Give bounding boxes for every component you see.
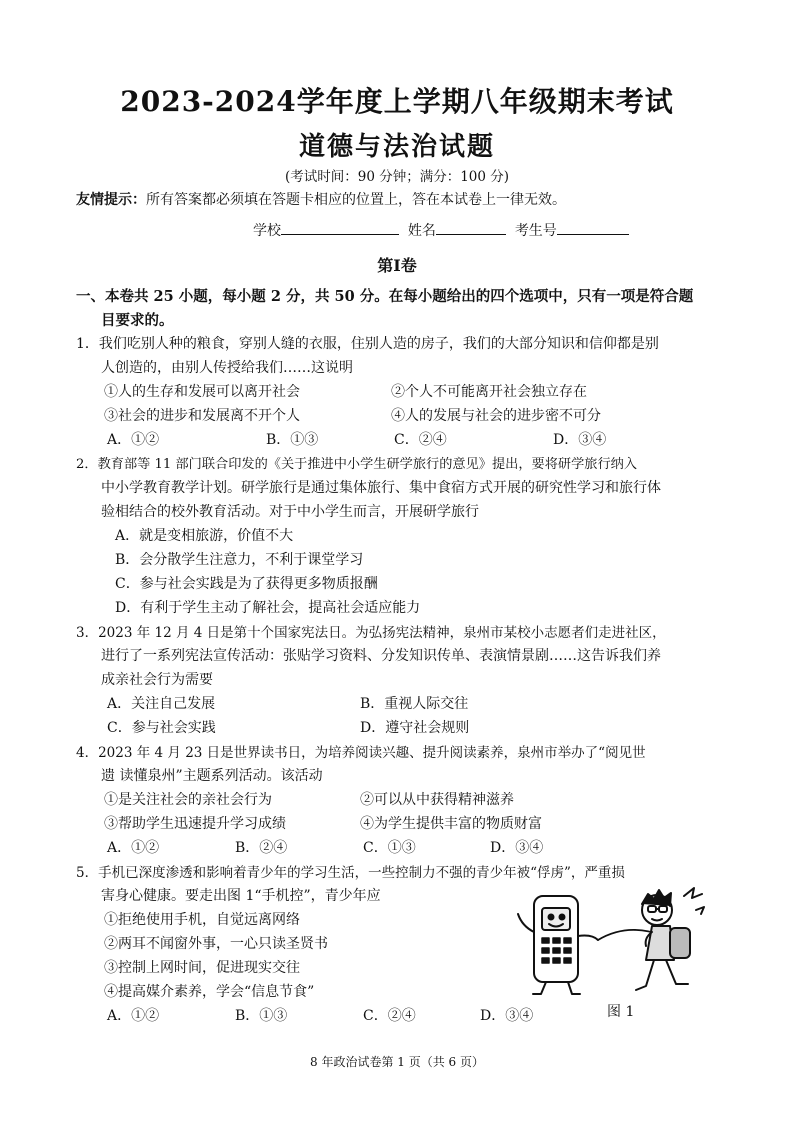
school-label: 学校 xyxy=(253,223,281,239)
q1-statement-1: ①人的生存和发展可以离开社会 xyxy=(104,384,300,400)
q4-stem-line1: 4．2023 年 4 月 23 日是世界读书日，为培养阅读兴趣、提升阅读素养，泉州市举办了“阅见世 xyxy=(76,745,646,761)
q4-option-d: D．③④ xyxy=(490,840,544,856)
q2-stem-line3: 验相结合的校外教育活动。对于中小学生而言，开展研学旅行 xyxy=(101,504,479,520)
q5-option-c: C．②④ xyxy=(363,1008,416,1024)
q3-option-d: D．遵守社会规则 xyxy=(360,720,470,736)
id-label: 考生号 xyxy=(514,223,557,239)
school-blank[interactable] xyxy=(281,220,399,235)
section-instruction-line1: 一、本卷共 25 小题，每小题 2 分，共 50 分。在每小题给出的四个选项中，只有一项是符合题 xyxy=(76,288,694,305)
q1-stem-line1: 1．我们吃别人种的粮食，穿别人缝的衣服，住别人造的房子，我们的大部分知识和信仰都是别 xyxy=(76,336,659,352)
q5-statement-4: ④提高媒介素养，学会“信息节食” xyxy=(104,984,315,1000)
student-info-fields xyxy=(253,220,629,240)
q3-stem-line1: 3．2023 年 12 月 4 日是第十个国家宪法日。为弘扬宪法精神，泉州市某校小志愿者们走进社区， xyxy=(76,625,666,641)
q4-option-c: C．①③ xyxy=(363,840,416,856)
q5-statement-3: ③控制上网时间，促进现实交往 xyxy=(104,960,300,976)
q1-statement-2: ②个人不可能离开社会独立存在 xyxy=(391,384,587,400)
q4-statement-1: ①是关注社会的亲社会行为 xyxy=(104,792,272,808)
q4-statement-2: ②可以从中获得精神滋养 xyxy=(360,792,514,808)
q5-option-d: D．③④ xyxy=(480,1008,534,1024)
name-blank[interactable] xyxy=(436,220,506,235)
q5-stem-line2: 害身心健康。要走出图 1“手机控”，青少年应 xyxy=(101,888,381,904)
q2-stem-line2: 中小学教育教学计划。研学旅行是通过集体旅行、集中食宿方式开展的研究性学习和旅行体 xyxy=(101,480,661,496)
q3-option-a: A．关注自己发展 xyxy=(107,696,216,712)
phone-addiction-cartoon xyxy=(512,876,714,1000)
q1-stem-line2: 人创造的，由别人传授给我们……这说明 xyxy=(101,360,353,376)
q4-option-a: A．①② xyxy=(107,840,160,856)
figure-1-label: 图 1 xyxy=(607,1004,635,1020)
q3-option-b: B．重视人际交往 xyxy=(360,696,469,712)
q2-stem-line1: 2．教育部等 11 部门联合印发的《关于推进中小学生研学旅行的意见》提出，要将研学旅行纳入 xyxy=(76,457,638,472)
q4-option-b: B．②④ xyxy=(235,840,288,856)
q1-option-a: A．①② xyxy=(107,432,160,448)
q4-statement-4: ④为学生提供丰富的物质财富 xyxy=(360,816,542,832)
q3-stem-line3: 成亲社会行为需要 xyxy=(101,672,213,688)
id-blank[interactable] xyxy=(557,220,629,235)
name-label: 姓名 xyxy=(407,223,436,239)
q5-statement-2: ②两耳不闻窗外事，一心只读圣贤书 xyxy=(104,936,328,952)
q3-stem-line2: 进行了一系列宪法宣传活动：张贴学习资料、分发知识传单、表演情景剧……这告诉我们养 xyxy=(101,648,661,664)
q1-option-d: D．③④ xyxy=(553,432,607,448)
q2-option-a: A．就是变相旅游，价值不大 xyxy=(115,528,294,544)
q1-option-b: B．①③ xyxy=(266,432,319,448)
section-instruction-line2: 目要求的。 xyxy=(101,312,174,329)
q5-option-a: A．①② xyxy=(107,1008,160,1024)
q4-statement-3: ③帮助学生迅速提升学习成绩 xyxy=(104,816,286,832)
exam-title: 2023-2024学年度上学期八年级期末考试 xyxy=(120,85,674,118)
q1-statement-3: ③社会的进步和发展离不开个人 xyxy=(104,408,300,424)
q5-stem-line1: 5．手机已深度渗透和影响着青少年的学习生活，一些控制力不强的青少年被“俘虏”，严重损 xyxy=(76,865,625,881)
q3-option-c: C．参与社会实践 xyxy=(107,720,216,736)
q1-statement-4: ④人的发展与社会的进步密不可分 xyxy=(391,408,601,424)
subject-title: 道德与法治试题 xyxy=(298,132,495,162)
q2-option-d: D．有利于学生主动了解社会，提高社会适应能力 xyxy=(115,600,421,616)
q5-statement-1: ①拒绝使用手机，自觉远离网络 xyxy=(104,912,300,928)
exam-info: (考试时间：90 分钟；满分：100 分) xyxy=(284,169,510,185)
q2-option-b: B．会分散学生注意力，不利于课堂学习 xyxy=(115,552,364,568)
q2-option-c: C．参与社会实践是为了获得更多物质报酬 xyxy=(115,576,378,592)
friendly-tip xyxy=(76,189,566,209)
volume-title: 第Ⅰ卷 xyxy=(377,256,417,275)
page-footer: 8 年政治试卷第 1 页（共 6 页） xyxy=(310,1055,484,1069)
q1-option-c: C．②④ xyxy=(394,432,447,448)
tip-label: 友情提示： xyxy=(76,192,146,208)
tip-text: 所有答案都必须填在答题卡相应的位置上，答在本试卷上一律无效。 xyxy=(146,192,566,208)
q4-stem-line2: 遗 读懂泉州”主题系列活动。该活动 xyxy=(101,768,323,784)
q5-option-b: B．①③ xyxy=(235,1008,288,1024)
